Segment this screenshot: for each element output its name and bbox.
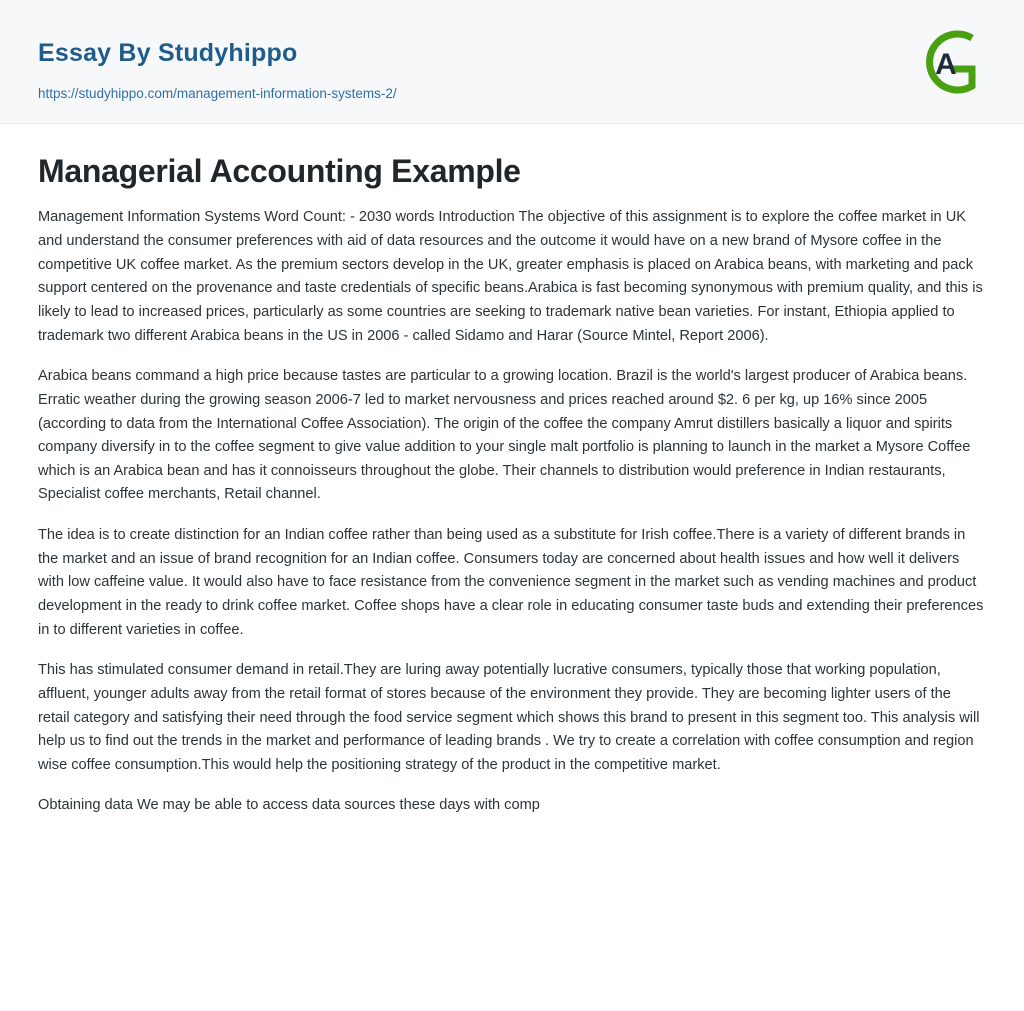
body-paragraph: Management Information Systems Word Count: - 2030 words Introduction The objective of this assignment is to explore the coffee market in UK and understand the consumer preferences with aid of data resources and the outcome it would have on a new brand of Mysore coffee in the competitive UK coffee market. As the premium sectors develop in the UK, greater emphasis is placed on Arabica beans, with marketing and pack support centered on the provenance and taste credentials of specific beans.Arabica is fast becoming synonymous with premium quality, and this is likely to lead to increased prices, particularly as some countries are seeking to trademark native bean varieties. For instant, Ethiopia applied to trademark two different Arabica beans in the US in 2006 - called Sidamo and Harar (Source Mintel, Report 2006).	[38, 209, 983, 344]
site-header	[0, 0, 1024, 124]
svg-text:A: A	[935, 48, 957, 81]
body-paragraph: This has stimulated consumer demand in retail.They are luring away potentially lucrative consumers, typically those that working population, affluent, younger adults away from the retail format of stores because of the environment they provide. They are becoming lighter users of the retail category and satisfying their need through the food service segment which shows this brand to present in this segment too. This analysis will help us to find out the trends in the market and performance of leading brands . We try to create a correlation with coffee consumption and region wise coffee consumption.This would help the positioning strategy of the product in the competitive market.	[38, 662, 980, 773]
body-paragraph: The idea is to create distinction for an Indian coffee rather than being used as a substitute for Irish coffee.There is a variety of different brands in the market and an issue of brand recognition for an Indian coffee. Consumers today are concerned about health issues and how well it delivers with low caffeine value. It would also have to face resistance from the convenience segment in the market such as vending machines and product development in the ready to drink coffee market. Coffee shops have a clear role in educating consumer taste buds and extending their preferences in to different varieties in coffee.	[38, 527, 984, 638]
source-url-link[interactable]: https://studyhippo.com/management-information-systems-2/	[38, 86, 397, 101]
site-brand-title: Essay By Studyhippo	[38, 39, 298, 67]
studyhippo-logo	[906, 22, 986, 102]
document-content	[0, 124, 1024, 818]
body-paragraph: Arabica beans command a high price because tastes are particular to a growing location. Brazil is the world's largest producer of Arabica beans. Erratic weather during the growing season 2006-7 led to market nervousness and prices reached around $2. 6 per kg, up 16% since 2005 (according to data from the International Coffee Association). The origin of the coffee the company Amrut distillers basically a liquor and spirits company diversify in to the coffee segment to give value addition to your single malt portfolio is planning to launch in the market a Mysore Coffee which is an Arabica bean and has it connoisseurs throughout the globe. Their channels to distribution would preference in Indian restaurants, Specialist coffee merchants, Retail channel.	[38, 368, 971, 503]
body-paragraph: Obtaining data We may be able to access data sources these days with comp	[38, 797, 540, 814]
logo-mark-icon	[906, 22, 986, 102]
page-title: Managerial Accounting Example	[38, 153, 521, 189]
